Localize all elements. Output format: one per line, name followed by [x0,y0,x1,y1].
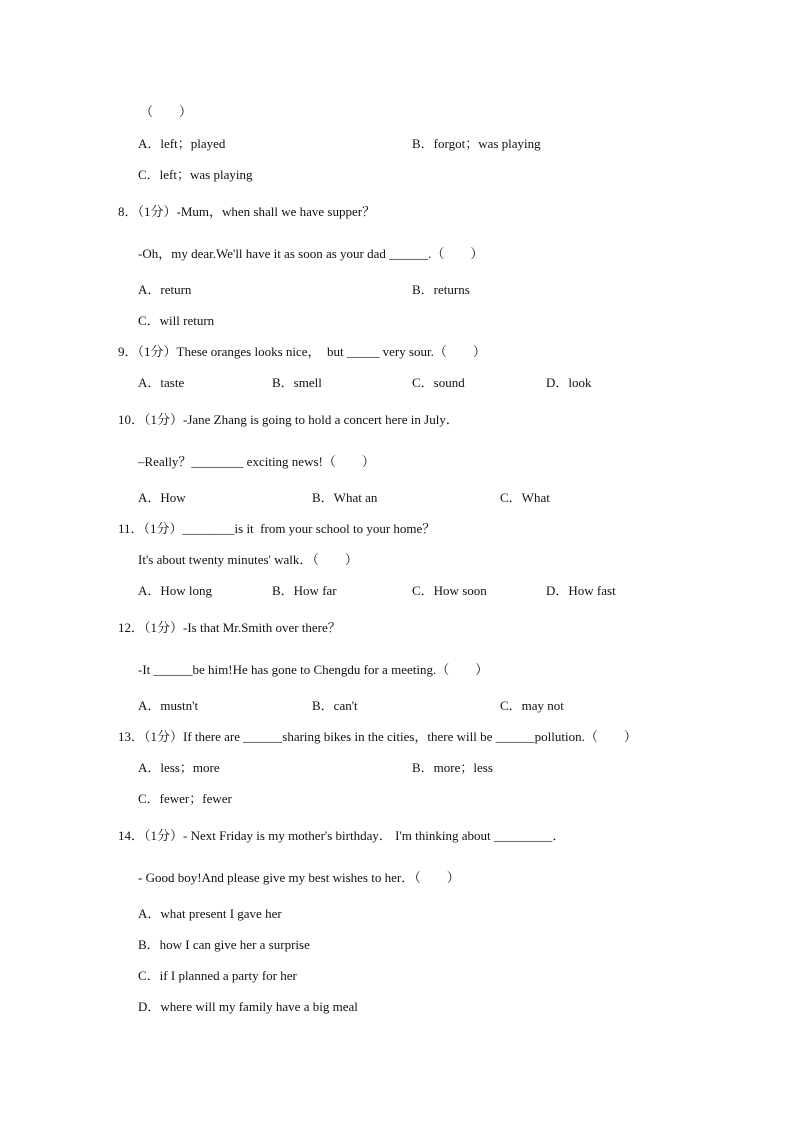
q7-answer-bracket: （ ） [140,104,193,119]
q11-option-b[interactable]: B．How far [272,583,337,598]
q12-option-c[interactable]: C．may not [500,698,564,713]
q10-option-b[interactable]: B．What an [312,490,378,505]
q8-stem: 8．（1分）-Mum，when shall we have supper？ [118,204,376,219]
q12-stem: 12．（1分）-Is that Mr.Smith over there？ [118,620,341,635]
q9-option-b[interactable]: B．smell [272,375,322,390]
q11-option-d[interactable]: D．How fast [546,583,616,598]
q12-option-b[interactable]: B．can't [312,698,358,713]
q10-option-c[interactable]: C．What [500,490,550,505]
q14-line2: - Good boy!And please give my best wishes to her．（ ） [138,870,460,885]
q8-line2: -Oh，my dear.We'll have it as soon as your dad ______.（ ） [138,246,484,261]
q12-option-a[interactable]: A．mustn't [138,698,199,713]
q14-option-d[interactable]: D．where will my family have a big meal [138,999,358,1014]
q14-option-a[interactable]: A．what present I gave her [138,906,282,921]
q9-option-d[interactable]: D．look [546,375,592,390]
q7-option-b[interactable]: B．forgot；was playing [412,136,541,151]
q8-option-a[interactable]: A．return [138,282,192,297]
q11-stem: 11．（1分）________is it from your school to your home？ [118,521,436,536]
q13-option-a[interactable]: A．less；more [138,760,220,775]
q7-option-a[interactable]: A．left；played [138,136,226,151]
q9-option-a[interactable]: A．taste [138,375,185,390]
q12-line2: -It ______be him!He has gone to Chengdu for a meeting.（ ） [138,662,489,677]
q14-stem: 14．（1分）- Next Friday is my mother's birthday． I'm thinking about _________． [118,828,566,843]
q13-stem: 13．（1分）If there are ______sharing bikes in the cities，there will be ______pollution.（ ） [118,729,637,744]
q10-line2: –Really？________ exciting news!（ ） [138,454,375,469]
q14-option-b[interactable]: B．how I can give her a surprise [138,937,310,952]
q8-option-c[interactable]: C．will return [138,313,215,328]
q10-stem: 10．（1分）-Jane Zhang is going to hold a concert here in July． [118,412,459,427]
q9-option-c[interactable]: C．sound [412,375,465,390]
q11-line2: It's about twenty minutes' walk．（ ） [138,552,358,567]
q11-option-c[interactable]: C．How soon [412,583,487,598]
q7-option-c[interactable]: C．left；was playing [138,167,253,182]
q11-option-a[interactable]: A．How long [138,583,213,598]
q10-option-a[interactable]: A．How [138,490,186,505]
q13-option-c[interactable]: C．fewer；fewer [138,791,232,806]
q8-option-b[interactable]: B．returns [412,282,470,297]
q14-option-c[interactable]: C．if I planned a party for her [138,968,297,983]
q13-option-b[interactable]: B．more；less [412,760,493,775]
q9-stem: 9．（1分）These oranges looks nice， but _____ very sour.（ ） [118,344,486,359]
